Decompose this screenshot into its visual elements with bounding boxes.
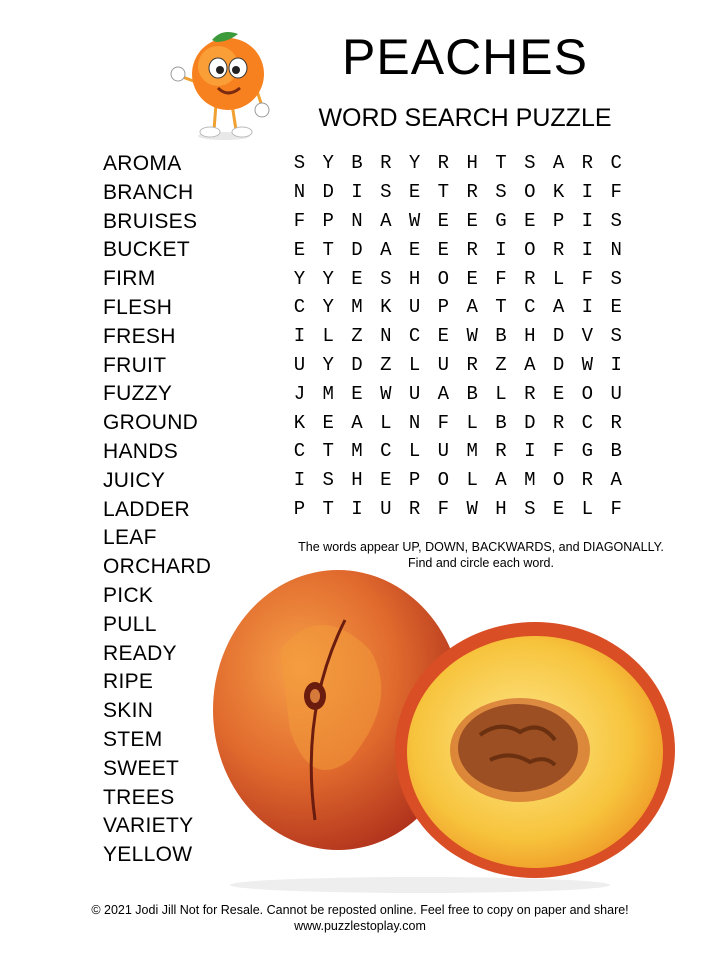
peach-mascot-image [166, 26, 276, 142]
instructions-line: The words appear UP, DOWN, BACKWARDS, and DIAGONALLY. [298, 540, 664, 554]
word-list-item: FLESH [103, 295, 173, 319]
grid-cell[interactable]: V [581, 325, 594, 348]
word-list-item: GROUND [103, 411, 199, 435]
grid-cell[interactable]: U [293, 353, 306, 376]
grid-cell[interactable]: L [408, 353, 421, 376]
grid-cell[interactable]: C [524, 296, 536, 319]
word-list-item: FUZZY [103, 382, 173, 406]
grid-cell[interactable]: T [437, 181, 450, 204]
grid-cell[interactable]: F [293, 209, 306, 232]
word-list-item: FIRM [103, 267, 156, 291]
grid-cell[interactable]: U [408, 382, 421, 405]
grid-row [285, 408, 631, 437]
grid-cell[interactable]: L [466, 411, 478, 434]
grid-cell[interactable]: E [351, 267, 363, 290]
grid-cell[interactable]: R [552, 238, 565, 261]
grid-cell[interactable]: S [322, 469, 334, 492]
peach-illustration [200, 560, 680, 895]
word-list-item: AROMA [103, 152, 182, 175]
grid-cell[interactable]: Y [293, 267, 306, 290]
copyright-text: © 2021 Jodi Jill Not for Resale. Cannot be reposted online. Feel free to copy on paper and share! [91, 903, 629, 917]
grid-cell[interactable]: Y [322, 267, 334, 290]
grid-cell[interactable]: H [495, 497, 507, 520]
grid-cell[interactable]: E [408, 181, 421, 204]
grid-cell[interactable]: L [322, 325, 334, 348]
instructions-line: Find and circle each word. [408, 556, 554, 570]
word-list-item: VARIETY [103, 814, 194, 838]
grid-cell[interactable]: C [581, 411, 594, 434]
grid-cell[interactable]: I [351, 497, 363, 520]
word-list-item: BRUISES [103, 209, 198, 233]
word-list-item: HANDS [103, 439, 179, 463]
grid-cell[interactable]: A [552, 152, 565, 175]
grid-cell[interactable]: W [581, 353, 594, 376]
grid-cell[interactable]: A [610, 469, 622, 492]
grid-cell[interactable]: K [380, 296, 392, 319]
grid-cell[interactable]: E [466, 209, 478, 232]
word-list-item: ORCHARD [103, 555, 212, 579]
grid-cell[interactable]: E [437, 238, 450, 261]
grid-cell[interactable]: I [293, 325, 306, 348]
grid-cell[interactable]: N [610, 238, 622, 261]
word-list-item: LADDER [103, 497, 190, 521]
grid-row [285, 293, 631, 322]
grid-cell[interactable]: P [322, 209, 334, 232]
grid-cell[interactable]: R [495, 440, 507, 463]
grid-cell[interactable]: M [351, 440, 363, 463]
grid-cell[interactable]: T [322, 238, 334, 261]
grid-row [285, 207, 631, 236]
grid-cell[interactable]: N [380, 325, 392, 348]
grid-cell[interactable]: E [524, 209, 536, 232]
grid-cell[interactable]: C [293, 296, 306, 319]
grid-cell[interactable]: S [524, 497, 536, 520]
grid-cell[interactable]: A [552, 296, 565, 319]
grid-cell[interactable]: T [322, 497, 334, 520]
grid-row [285, 149, 631, 178]
word-list-item: BUCKET [103, 238, 190, 262]
grid-cell[interactable]: E [322, 411, 334, 434]
grid-cell[interactable]: I [524, 440, 536, 463]
grid-cell[interactable]: P [437, 296, 450, 319]
grid-cell[interactable]: U [610, 382, 622, 405]
grid-cell[interactable]: O [524, 181, 536, 204]
grid-cell[interactable]: C [293, 440, 306, 463]
word-list [103, 150, 211, 870]
word-list-item: SKIN [103, 699, 154, 723]
grid-cell[interactable]: G [495, 209, 507, 232]
grid-cell[interactable]: A [351, 411, 363, 434]
word-list-item: SWEET [103, 756, 180, 780]
grid-cell[interactable]: O [437, 267, 450, 290]
grid-cell[interactable]: S [380, 181, 392, 204]
grid-cell[interactable]: W [466, 325, 478, 348]
grid-cell[interactable]: D [351, 353, 363, 376]
page-subtitle: WORD SEARCH PUZZLE [318, 104, 612, 132]
grid-row [285, 351, 631, 380]
grid-cell[interactable]: S [380, 267, 392, 290]
grid-cell[interactable]: L [495, 382, 507, 405]
word-list-item: FRESH [103, 324, 176, 348]
grid-cell[interactable]: A [380, 238, 392, 261]
grid-cell[interactable]: J [293, 382, 306, 405]
grid-cell[interactable]: B [495, 411, 507, 434]
grid-cell[interactable]: S [524, 152, 536, 175]
grid-cell[interactable]: W [380, 382, 392, 405]
grid-cell[interactable]: E [610, 296, 622, 319]
grid-cell[interactable]: N [351, 209, 363, 232]
grid-cell[interactable]: H [466, 152, 478, 175]
grid-cell[interactable]: I [610, 353, 622, 376]
grid-cell[interactable]: M [322, 382, 334, 405]
word-list-item: READY [103, 641, 177, 665]
grid-cell[interactable]: T [495, 296, 507, 319]
grid-cell[interactable]: O [524, 238, 536, 261]
grid-cell[interactable]: R [466, 181, 478, 204]
grid-cell[interactable]: B [495, 325, 507, 348]
grid-cell[interactable]: P [293, 497, 306, 520]
grid-cell[interactable]: Z [495, 353, 507, 376]
grid-cell[interactable]: R [408, 497, 421, 520]
grid-row [285, 235, 631, 264]
grid-cell[interactable]: D [552, 353, 565, 376]
grid-cell[interactable]: U [437, 440, 450, 463]
grid-cell[interactable]: D [322, 181, 334, 204]
grid-cell[interactable]: M [466, 440, 478, 463]
grid-cell[interactable]: A [524, 353, 536, 376]
grid-cell[interactable]: E [437, 325, 450, 348]
grid-cell[interactable]: U [408, 296, 421, 319]
grid-cell[interactable]: R [581, 152, 594, 175]
grid-cell[interactable]: P [552, 209, 565, 232]
grid-cell[interactable]: T [322, 440, 334, 463]
grid-cell[interactable]: I [293, 469, 306, 492]
grid-cell[interactable]: F [581, 267, 594, 290]
word-list-item: PICK [103, 583, 154, 607]
grid-cell[interactable]: L [581, 497, 594, 520]
grid-row [285, 264, 631, 293]
grid-cell[interactable]: E [380, 469, 392, 492]
grid-cell[interactable]: F [437, 411, 450, 434]
grid-cell[interactable]: D [351, 238, 363, 261]
grid-cell[interactable]: T [495, 152, 507, 175]
grid-cell[interactable]: C [380, 440, 392, 463]
grid-cell[interactable]: E [437, 209, 450, 232]
grid-cell[interactable]: L [408, 440, 421, 463]
grid-cell[interactable]: R [524, 267, 536, 290]
grid-cell[interactable]: R [437, 152, 450, 175]
grid-cell[interactable]: M [524, 469, 536, 492]
grid-cell[interactable]: O [581, 382, 594, 405]
grid-cell[interactable]: A [495, 469, 507, 492]
grid-cell[interactable]: E [552, 497, 565, 520]
grid-cell[interactable]: Y [322, 296, 334, 319]
grid-cell[interactable]: L [552, 267, 565, 290]
grid-cell[interactable]: H [408, 267, 421, 290]
grid-cell[interactable]: M [351, 296, 363, 319]
grid-cell[interactable]: A [380, 209, 392, 232]
grid-cell[interactable]: N [408, 411, 421, 434]
grid-cell[interactable]: Y [408, 152, 421, 175]
grid-cell[interactable]: P [408, 469, 421, 492]
grid-row [285, 379, 631, 408]
grid-cell[interactable]: I [581, 181, 594, 204]
grid-cell[interactable]: D [552, 325, 565, 348]
grid-cell[interactable]: E [552, 382, 565, 405]
grid-cell[interactable]: O [437, 469, 450, 492]
grid-cell[interactable]: U [437, 353, 450, 376]
grid-cell[interactable]: F [610, 497, 622, 520]
word-list-item: LEAF [103, 526, 157, 550]
grid-cell[interactable]: A [466, 296, 478, 319]
grid-row [285, 495, 631, 524]
footer [0, 902, 720, 934]
grid-cell[interactable]: Y [322, 353, 334, 376]
grid-cell[interactable]: S [610, 325, 622, 348]
grid-cell[interactable]: C [610, 152, 622, 175]
grid-cell[interactable]: N [293, 181, 306, 204]
grid-cell[interactable]: F [552, 440, 565, 463]
grid-cell[interactable]: F [495, 267, 507, 290]
word-list-item: TREES [103, 785, 175, 809]
grid-cell[interactable]: R [466, 353, 478, 376]
grid-cell[interactable]: E [408, 238, 421, 261]
grid-cell[interactable]: R [552, 411, 565, 434]
page-title: PEACHES [342, 29, 588, 85]
grid-cell[interactable]: W [466, 497, 478, 520]
grid-cell[interactable]: F [610, 181, 622, 204]
grid-cell[interactable]: U [380, 497, 392, 520]
grid-cell[interactable]: H [524, 325, 536, 348]
grid-cell[interactable]: E [351, 382, 363, 405]
grid-cell[interactable]: H [351, 469, 363, 492]
word-list-item: FRUIT [103, 353, 167, 377]
grid-cell[interactable]: R [380, 152, 392, 175]
grid-cell[interactable]: Z [351, 325, 363, 348]
grid-cell[interactable]: E [466, 267, 478, 290]
grid-cell[interactable]: O [552, 469, 565, 492]
grid-row [285, 437, 631, 466]
grid-cell[interactable]: B [351, 152, 363, 175]
grid-cell[interactable]: R [524, 382, 536, 405]
letter-grid [285, 149, 631, 523]
word-list-item: BRANCH [103, 180, 194, 204]
footer-link[interactable]: www.puzzlestoplay.com [294, 919, 426, 933]
grid-cell[interactable]: S [495, 181, 507, 204]
grid-cell[interactable]: G [581, 440, 594, 463]
grid-cell[interactable]: I [581, 296, 594, 319]
grid-cell[interactable]: Z [380, 353, 392, 376]
grid-cell[interactable]: C [408, 325, 421, 348]
grid-cell[interactable]: S [293, 152, 306, 175]
grid-cell[interactable]: Y [322, 152, 334, 175]
grid-cell[interactable]: I [581, 238, 594, 261]
grid-cell[interactable]: R [466, 238, 478, 261]
grid-cell[interactable]: K [293, 411, 306, 434]
grid-cell[interactable]: B [466, 382, 478, 405]
grid-cell[interactable]: A [437, 382, 450, 405]
grid-row [285, 178, 631, 207]
grid-cell[interactable]: L [380, 411, 392, 434]
grid-cell[interactable]: F [437, 497, 450, 520]
grid-cell[interactable]: R [610, 411, 622, 434]
grid-cell[interactable]: I [495, 238, 507, 261]
grid-cell[interactable]: S [610, 209, 622, 232]
grid-cell[interactable]: E [293, 238, 306, 261]
word-list-item: STEM [103, 727, 163, 751]
grid-row [285, 466, 631, 495]
grid-cell[interactable]: L [466, 469, 478, 492]
word-list-item: RIPE [103, 670, 154, 694]
grid-cell[interactable]: I [581, 209, 594, 232]
grid-cell[interactable]: W [408, 209, 421, 232]
word-list-item: JUICY [103, 468, 166, 492]
grid-cell[interactable]: R [581, 469, 594, 492]
grid-cell[interactable]: I [351, 181, 363, 204]
grid-cell[interactable]: B [610, 440, 622, 463]
grid-cell[interactable]: S [610, 267, 622, 290]
grid-cell[interactable]: D [524, 411, 536, 434]
grid-cell[interactable]: K [552, 181, 565, 204]
grid-row [285, 322, 631, 351]
word-list-item: YELLOW [103, 843, 193, 867]
word-list-item: PULL [103, 612, 157, 636]
